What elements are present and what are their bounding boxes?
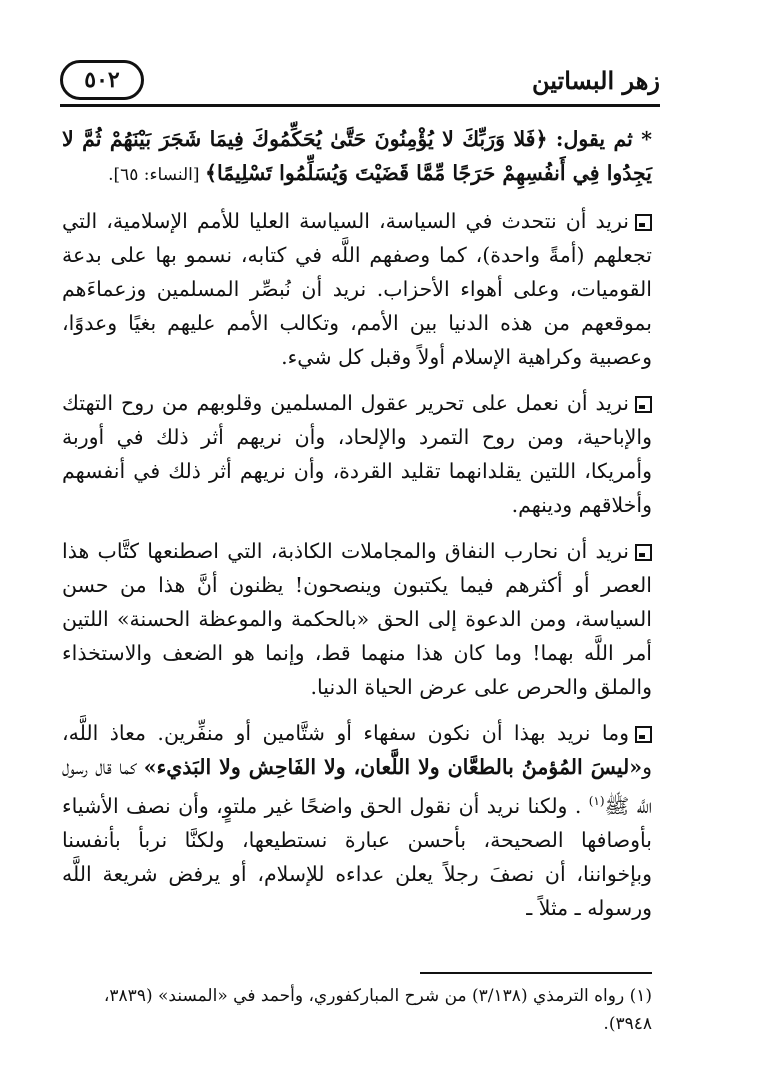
paragraph-text-before: وما نريد بهذا أن نكون سفهاء أو شتَّامين أو منفِّرين. معاذ اللَّه، و xyxy=(62,721,652,779)
paragraph xyxy=(62,534,652,704)
checkbox-bullet-icon xyxy=(635,726,652,743)
checkbox-bullet-icon xyxy=(635,396,652,413)
checkbox-bullet-icon xyxy=(635,214,652,231)
quran-verse: ﴿فَلا وَرَبِّكَ لا يُؤْمِنُونَ حَتَّىٰ يُحَكِّمُوكَ فِيمَا شَجَرَ بَيْنَهُمْ ثُمَّ لا يَجِدُوا فِي أَنفُسِهِمْ حَرَجًا مِّمَّا قَضَيْتَ وَيُسَلِّمُوا تَسْلِيمًا﴾ xyxy=(62,127,652,185)
checkbox-bullet-icon xyxy=(635,544,652,561)
paragraph-text: نريد أن نحارب النفاق والمجاملات الكاذبة، التي اصطنعها كتَّاب هذا العصر أو أكثرهم فيما يكتبون وينصحون! يظنون أنَّ هذا من حسن السياسة، ومن الدعوة إلى الحق «بالحكمة والموعظة الحسنة» اللتين أمر اللَّه بهما! وما كان هذا منهما قط، وإنما هو الضعف والاستخذاء والملق والحرص على عرض الحياة الدنيا. xyxy=(62,539,652,699)
verse-citation: [النساء: ٦٥]. xyxy=(108,165,205,185)
paragraph-text-mid: كما قال رسول اللَّه ﷺ xyxy=(62,755,652,818)
page-body xyxy=(62,122,652,937)
paragraph-text-after: . ولكنا نريد أن نقول الحق واضحًا غير ملتوٍ، وأن نصف الأشياء بأوصافها الصحيحة، بأحسن عبارة نستطيعها، ولكنَّا نربأ بأنفسنا وبإخواننا، أن نصفَ رجلاً يعلن عداءه للإسلام، أو يرفض شريعة اللَّه ورسوله ـ مثلاً ـ xyxy=(62,793,652,920)
header-rule xyxy=(60,104,660,107)
footnote-marker: (١) xyxy=(588,794,605,808)
paragraph-text: نريد أن نتحدث في السياسة، السياسة العليا للأمم الإسلامية، التي تجعلهم (أمةً واحدة)، كما وصفهم اللَّه في كتابه، نسمو بها على بدعة القوميات، وعلى أهواء الأحزاب. نريد أن نُبصِّر المسلمين وزعماءَهم بموقعهم من هذه الدنيا بين الأمم، وتكالب الأمم عليهم بغيًا وعدوًا، وعصبية وكراهية الإسلام أولاً وقبل كل شيء. xyxy=(62,209,652,369)
paragraph xyxy=(62,386,652,522)
hadith-quote: «ليسَ المُؤمنُ بالطعَّان ولا اللَّعان، ولا الفَاحِش ولا البَذيء» xyxy=(143,755,643,779)
paragraph xyxy=(62,716,652,925)
paragraph-text: نريد أن نعمل على تحرير عقول المسلمين وقلوبهم من روح التهتك والإباحية، ومن روح التمرد والإلحاد، وأن نريهم أثر ذلك في أوربة وأمريكا، اللتين يقلدانهما تقليد القردة، وأن نريهم أثر ذلك في أنفسهم وأخلاقهم ودينهم. xyxy=(62,391,652,517)
footnote: (١) رواه الترمذي (٣/١٣٨) من شرح المباركفوري، وأحمد في «المسند» (٣٨٣٩، ٣٩٤٨). xyxy=(103,986,652,1034)
book-title: زهر البساتين xyxy=(532,66,660,95)
page-number: ٥٠٢ xyxy=(60,60,144,100)
paragraph xyxy=(62,204,652,374)
paragraph-verse xyxy=(62,122,652,192)
footnote-rule xyxy=(420,972,652,974)
page-header xyxy=(60,58,660,104)
bullet-intro: * ثم يقول: xyxy=(547,127,652,151)
